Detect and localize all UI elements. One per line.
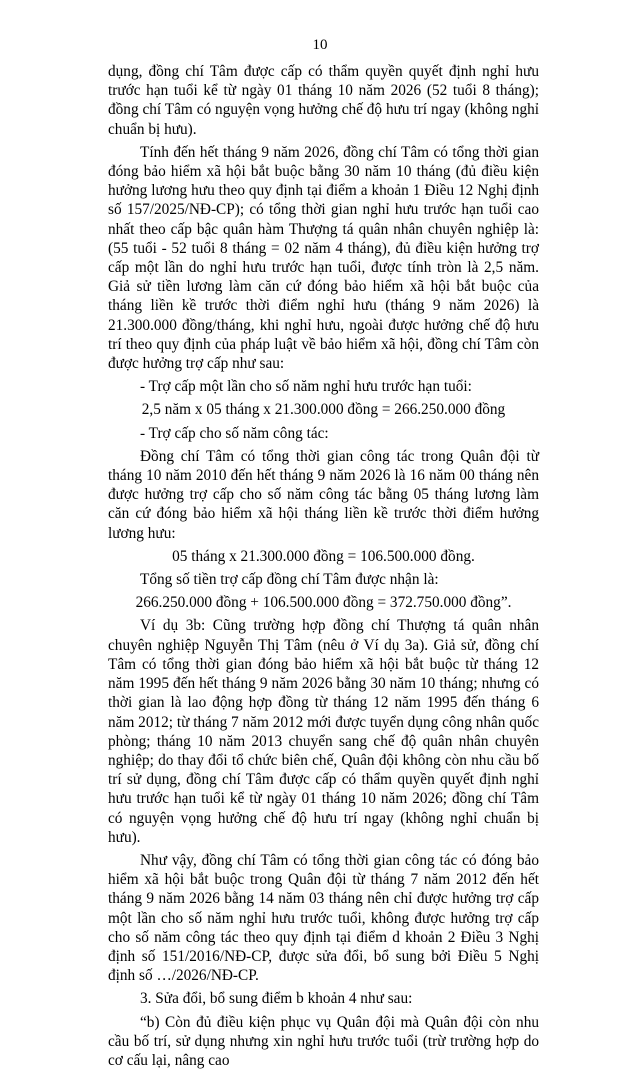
paragraph: - Trợ cấp cho số năm công tác:	[140, 424, 329, 442]
paragraph: “b) Còn đủ điều kiện phục vụ Quân đội mà Quân đội còn nhu cầu bố trí, sử dụng nhưng xin nghỉ hưu trước tuổi (trừ trường hợp do cơ cấu lại, nâng cao	[108, 1013, 539, 1069]
formula-line: 05 tháng x 21.300.000 đồng = 106.500.000 đồng.	[172, 547, 475, 565]
paragraph: 3. Sửa đổi, bổ sung điểm b khoản 4 như sau:	[140, 990, 413, 1008]
paragraph: dụng, đồng chí Tâm được cấp có thẩm quyền quyết định nghỉ hưu trước hạn tuổi kể từ ngày 01 tháng 10 năm 2026 (52 tuổi 8 tháng); đồng chí Tâm có nguyện vọng hưởng chế độ hưu trí ngay (không nghỉ chuẩn bị hưu).	[108, 63, 539, 138]
paragraph: Như vậy, đồng chí Tâm có tổng thời gian công tác có đóng bảo hiểm xã hội bắt buộc trong Quân đội từ tháng 7 năm 2012 đến hết tháng 9 năm 2026 bằng 14 năm 03 tháng nên chỉ được hưởng trợ cấp một lần cho số năm nghỉ hưu trước tuổi, không được hưởng trợ cấp cho số năm công tác theo quy định tại điểm d khoản 2 Điều 3 Nghị định số 151/2016/NĐ-CP, được sửa đổi, bổ sung bởi Điều 5 Nghị định số …/2026/NĐ-CP.	[108, 851, 539, 985]
page-number: 10	[312, 37, 328, 53]
paragraph: Tổng số tiền trợ cấp đồng chí Tâm được nhận là:	[140, 571, 439, 589]
paragraph: Tính đến hết tháng 9 năm 2026, đồng chí Tâm có tổng thời gian đóng bảo hiểm xã hội bắt buộc bằng 30 năm 10 tháng (đủ điều kiện hưởng lương hưu theo quy định tại điểm a khoản 1 Điều 12 Nghị định số 157/2025/NĐ-CP); có tổng thời gian nghỉ hưu trước hạn tuổi cao nhất theo cấp bậc quân hàm Thượng tá quân nhân chuyên nghiệp là: (55 tuổi - 52 tuổi 8 tháng = 02 năm 4 tháng), đủ điều kiện hưởng trợ cấp một lần do nghỉ hưu trước hạn tuổi, được tính tròn là 2,5 năm. Giả sử tiền lương làm căn cứ đóng bảo hiểm xã hội bắt buộc của tháng liền kề trước thời điểm nghỉ hưu (tháng 9 năm 2026) là 21.300.000 đồng/tháng, khi nghỉ hưu, ngoài được hưởng chế độ hưu trí theo quy định của pháp luật về bảo hiểm xã hội, đồng chí Tâm còn được hưởng trợ cấp như sau:	[108, 143, 539, 373]
formula-line: 266.250.000 đồng + 106.500.000 đồng = 372.750.000 đồng”.	[135, 594, 512, 612]
paragraph: Ví dụ 3b: Cũng trường hợp đồng chí Thượng tá quân nhân chuyên nghiệp Nguyễn Thị Tâm (nêu ở Ví dụ 3a). Giả sử, đồng chí Tâm có tổng thời gian đóng bảo hiểm xã hội bắt buộc từ tháng 12 năm 1995 đến hết tháng 9 năm 2026 bằng 30 năm 10 tháng; nhưng có thời gian là lao động hợp đồng từ tháng 12 năm 1995 đến tháng 6 năm 2012; từ tháng 7 năm 2012 mới được tuyển dụng công nhân quốc phòng; tháng 10 năm 2013 chuyển sang chế độ quân nhân chuyên nghiệp; do thay đổi tổ chức biên chế, Quân đội không còn nhu cầu bố trí sử dụng, đồng chí Tâm được cấp có thẩm quyền quyết định nghỉ hưu trước hạn tuổi kể từ ngày 01 tháng 10 năm 2026; đồng chí Tâm có nguyện vọng hưởng chế độ hưu trí ngay (không nghỉ chuẩn bị hưu).	[108, 617, 539, 846]
document-body	[108, 62, 539, 1074]
formula-line: 2,5 năm x 05 tháng x 21.300.000 đồng = 266.250.000 đồng	[141, 401, 506, 419]
paragraph: Đồng chí Tâm có tổng thời gian công tác trong Quân đội từ tháng 10 năm 2010 đến hết tháng 9 năm 2026 là 16 năm 00 tháng nên được hưởng trợ cấp cho số năm công tác bằng 05 tháng lương làm căn cứ đóng bảo hiểm xã hội tháng liền kề trước thời điểm hưởng lương hưu:	[108, 447, 539, 542]
paragraph: - Trợ cấp một lần cho số năm nghỉ hưu trước hạn tuổi:	[140, 378, 472, 396]
